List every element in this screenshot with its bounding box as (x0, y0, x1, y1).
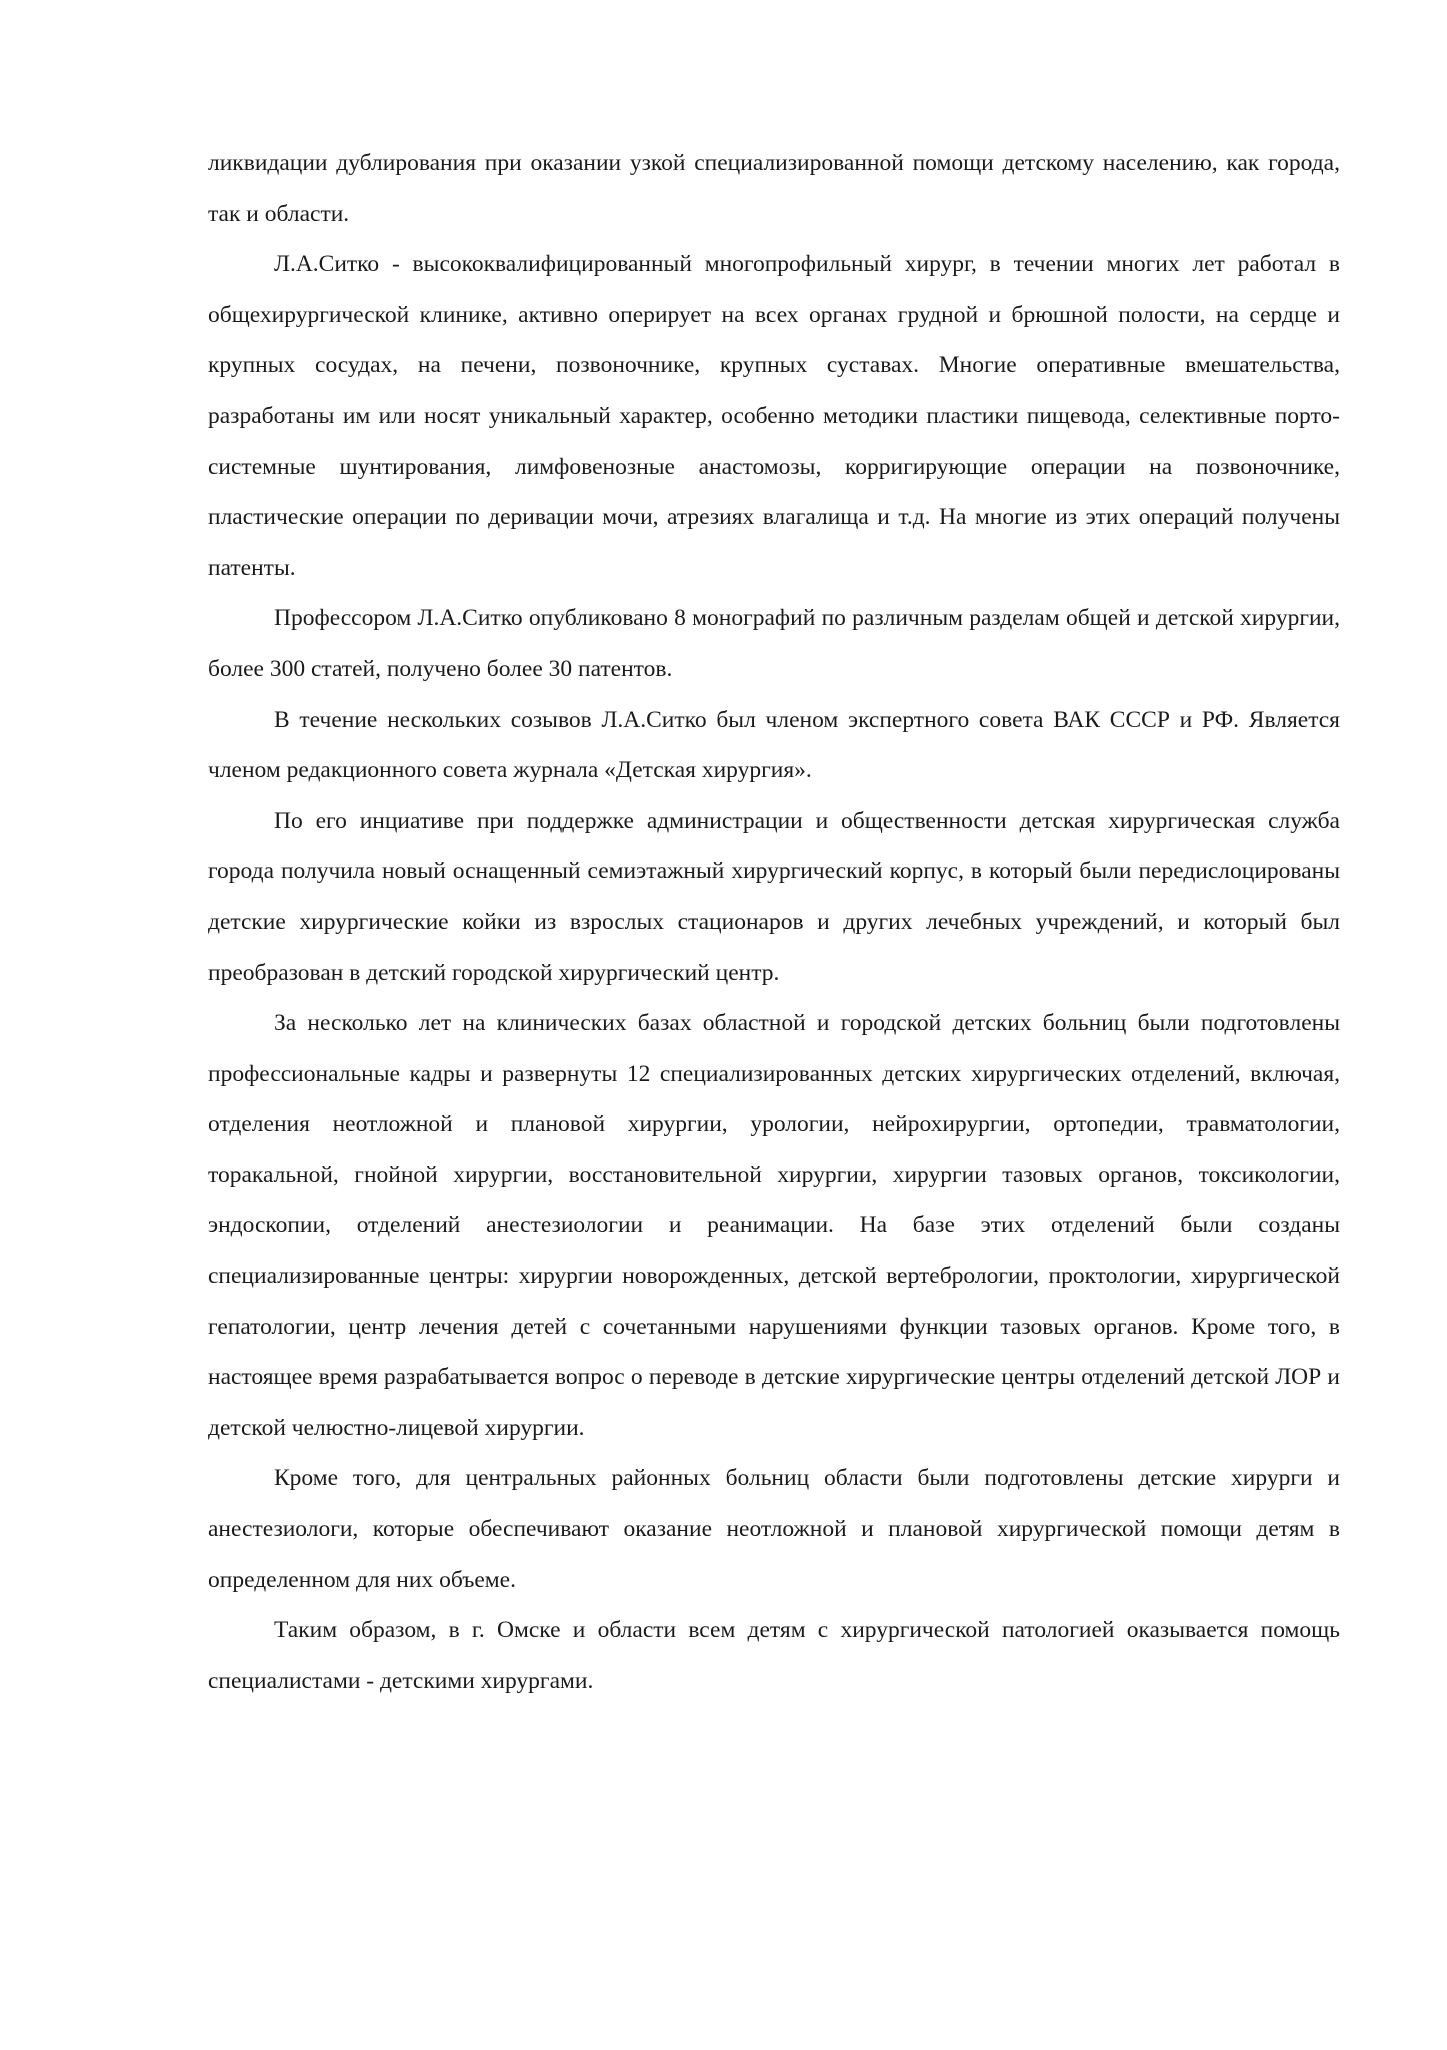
paragraph-vak-council: В течение нескольких созывов Л.А.Ситко был членом экспертного совета ВАК СССР и РФ. Является членом редакционного совета журнала «Детская хирургия». (208, 706, 1340, 784)
paragraph-district-hospitals: Кроме того, для центральных районных больниц области были подготовлены детские хирурги и анестезиологи, которые обеспечивают оказание неотложной и плановой хирургической помощи детям в определенном для них объеме. (208, 1465, 1340, 1593)
paragraph-continuation: ликвидации дублирования при оказании узкой специализированной помощи детскому населению, как города, так и области. (208, 150, 1340, 227)
document-page (208, 138, 1340, 1706)
paragraph-surgical-building: По его инциативе при поддержке администрации и общественности детская хирургическая служба города получила новый оснащенный семиэтажный хирургический корпус, в который были передислоцированы детские хирургические койки из взрослых стационаров и других лечебных учреждений, и который был преобразован в детский городской хирургический центр. (208, 807, 1340, 986)
paragraph-publications: Профессором Л.А.Ситко опубликовано 8 монографий по различным разделам общей и детской хирургии, более 300 статей, получено более 30 патентов. (208, 605, 1340, 682)
paragraph-departments: За несколько лет на клинических базах областной и городской детских больниц были подготовлены профессиональные кадры и развернуты 12 специализированных детских хирургических отделений, включая, отделения неотложной и плановой хирургии, урологии, нейрохирургии, ортопедии, травматологии, торакальной, гнойной хирургии, восстановительной хирургии, хирургии тазовых органов, токсикологии, эндоскопии, отделений анестезиологии и реанимации. На базе этих отделений были созданы специализированные центры: хирургии новорожденных, детской вертебрологии, проктологии, хирургической гепатологии, центр лечения детей с сочетанными нарушениями функции тазовых органов. Кроме того, в настоящее время разрабатывается вопрос о переводе в детские хирургические центры отделений детской ЛОР и детской челюстно-лицевой хирургии. (208, 1010, 1340, 1441)
paragraph-conclusion: Таким образом, в г. Омске и области всем детям с хирургической патологией оказывается помощь специалистами - детскими хирургами. (208, 1617, 1340, 1694)
paragraph-sitko-surgeon: Л.А.Ситко - высококвалифицированный многопрофильный хирург, в течении многих лет работал в общехирургической клинике, активно оперирует на всех органах грудной и брюшной полости, на сердце и крупных сосудах, на печени, позвоночнике, крупных суставах. Многие оперативные вмешательства, разработаны им или носят уникальный характер, особенно методики пластики пищевода, селективные порто-системные шунтирования, лимфовенозные анастомозы, корригирующие операции на позвоночнике, пластические операции по деривации мочи, атрезиях влагалища и т.д. На многие из этих операций получены патенты. (208, 251, 1340, 581)
